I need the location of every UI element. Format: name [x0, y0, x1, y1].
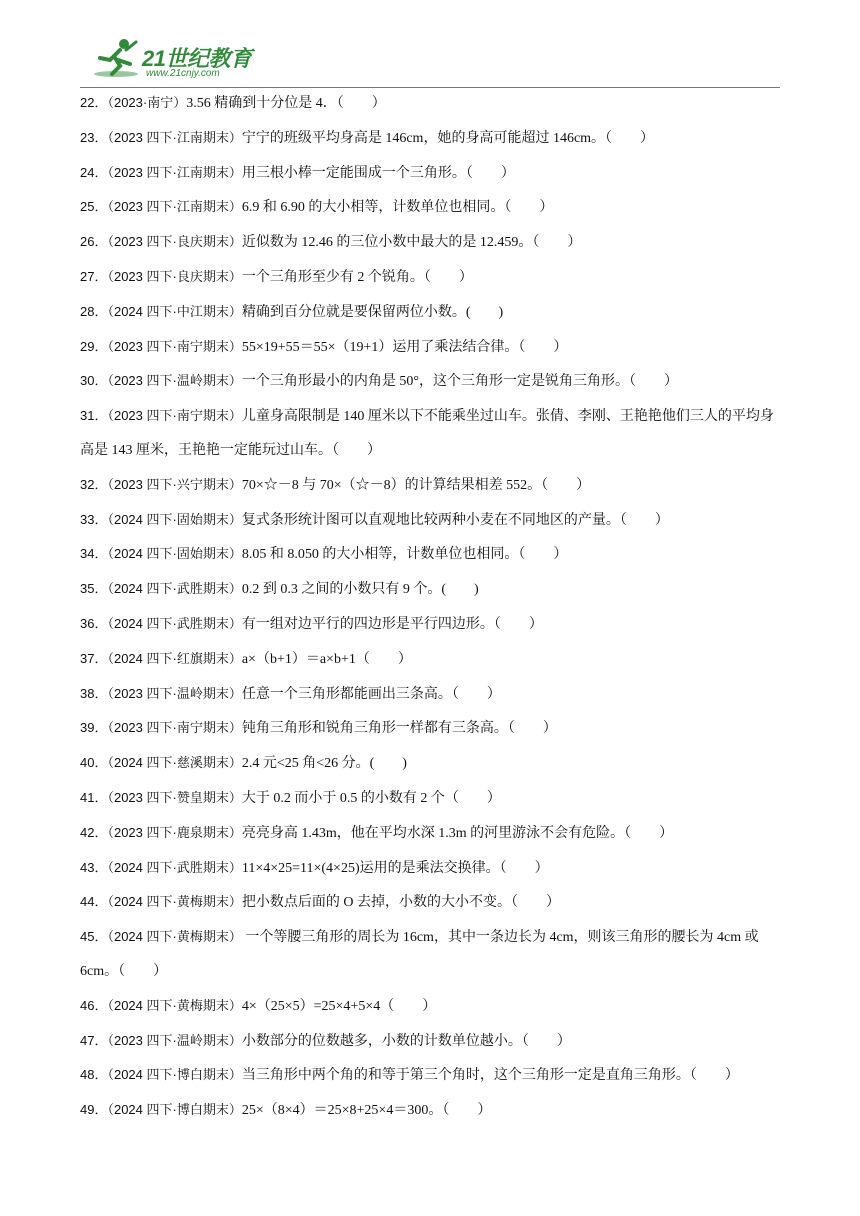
question-item [80, 920, 780, 989]
question-source: （2023 四下·温岭期末） [107, 373, 242, 389]
question-item [80, 746, 780, 781]
question-number: 29． [80, 338, 108, 354]
question-number: 27． [80, 268, 108, 284]
question-source: （2023 四下·江南期末） [107, 129, 242, 145]
question-text: 精确到百分位就是要保留两位小数。( ) [241, 304, 504, 320]
question-source: （2023 四下·南宁期末） [107, 338, 242, 354]
question-item [80, 399, 780, 468]
question-source: （2023·南宁） [107, 95, 187, 110]
question-text: 把小数点后面的 O 去掉，小数的大小不变。（ ） [241, 895, 560, 911]
question-text: 4×（25×5）=25×4+5×4（ ） [241, 998, 437, 1014]
question-text: 25×（8×4）＝25×8+25×4＝300。（ ） [241, 1103, 492, 1119]
question-number: 41． [80, 789, 108, 805]
running-figure-icon [90, 36, 140, 80]
question-text: 儿童身高限制是 140 厘米以下不能乘坐过山车。张倩、李刚、王艳艳他们三人的平均身高是 143 厘米，王艳艳一定能玩过山车。（ ） [80, 409, 774, 458]
question-item [80, 851, 780, 886]
question-source: （2023 四下·江南期末） [107, 199, 242, 215]
question-number: 45． [80, 929, 108, 945]
question-item [80, 537, 780, 572]
question-item [80, 190, 780, 225]
question-number: 36． [80, 615, 108, 631]
question-source: （2024 四下·武胜期末） [107, 581, 242, 597]
question-text: 钝角三角形和锐角三角形一样都有三条高。（ ） [241, 721, 557, 737]
question-number: 49． [80, 1102, 108, 1118]
question-text: 0.2 到 0.3 之间的小数只有 9 个。( ) [241, 582, 479, 598]
question-item [80, 607, 780, 642]
question-number: 33． [80, 511, 108, 527]
question-text: 6.9 和 6.90 的大小相等，计数单位也相同。（ ） [241, 200, 554, 216]
question-number: 47． [80, 1032, 108, 1048]
question-item [80, 330, 780, 365]
question-number: 22． [80, 95, 108, 110]
question-item [80, 121, 780, 156]
question-item [80, 885, 780, 920]
logo-url: www.21cnjy.com [146, 68, 220, 79]
question-source: （2023 四下·温岭期末） [107, 1032, 242, 1048]
question-text: 近似数为 12.46 的三位小数中最大的是 12.459。（ ） [241, 235, 582, 251]
question-text: 亮亮身高 1.43m，他在平均水深 1.3m 的河里游泳不会有危险。（ ） [241, 825, 674, 841]
question-text: 3.56 精确到十分位是 4．（ ） [186, 96, 386, 111]
question-source: （2024 四下·固始期末） [107, 511, 242, 527]
question-number: 48． [80, 1067, 108, 1083]
question-item [80, 260, 780, 295]
question-text: 当三角形中两个角的和等于第三个角时，这个三角形一定是直角三角形。（ ） [241, 1068, 739, 1084]
question-text: 大于 0.2 而小于 0.5 的小数有 2 个（ ） [241, 790, 501, 806]
question-source: （2023 四下·鹿泉期末） [107, 824, 242, 840]
question-number: 35． [80, 581, 108, 597]
question-number: 34． [80, 546, 108, 562]
question-text: 小数部分的位数越多，小数的计数单位越小。（ ） [241, 1033, 571, 1049]
question-number: 39． [80, 720, 108, 736]
question-number: 23． [80, 129, 108, 145]
question-text: 一个三角形至少有 2 个锐角。（ ） [241, 269, 473, 285]
question-item [80, 1093, 780, 1128]
logo-text: 21世纪教育 [142, 46, 252, 71]
question-text: 任意一个三角形都能画出三条高。（ ） [241, 686, 501, 702]
question-source: （2024 四下·武胜期末） [107, 859, 242, 875]
question-text: 11×4×25=11×(4×25)运用的是乘法交换律。（ ） [241, 860, 549, 876]
question-item [80, 364, 780, 399]
question-item [80, 225, 780, 260]
question-number: 25． [80, 199, 108, 215]
question-number: 38． [80, 685, 108, 701]
question-number: 43． [80, 859, 108, 875]
question-text: 一个等腰三角形的周长为 16cm，其中一条边长为 4cm，则该三角形的腰长为 4cm 或 6cm。（ ） [80, 930, 759, 979]
question-item [80, 468, 780, 503]
question-source: （2024 四下·固始期末） [107, 546, 242, 562]
question-source: （2024 四下·博白期末） [107, 1067, 242, 1083]
question-text: 70×☆－8 与 70×（☆－8）的计算结果相差 552。（ ） [241, 477, 591, 493]
question-list [80, 86, 780, 1128]
question-number: 24． [80, 164, 108, 180]
question-number: 30． [80, 373, 108, 389]
question-number: 28． [80, 303, 108, 319]
question-source: （2023 四下·良庆期末） [107, 268, 242, 284]
question-item [80, 781, 780, 816]
question-text: 一个三角形最小的内角是 50°，这个三角形一定是锐角三角形。（ ） [241, 374, 678, 390]
question-source: （2024 四下·中江期末） [107, 303, 242, 319]
question-source: （2024 四下·武胜期末） [107, 615, 242, 631]
question-text: a×（b+1）＝a×b+1（ ） [241, 651, 412, 667]
question-item [80, 711, 780, 746]
question-item [80, 503, 780, 538]
question-item [80, 295, 780, 330]
question-item [80, 816, 780, 851]
question-source: （2023 四下·良庆期末） [107, 234, 242, 250]
question-source: （2023 四下·南宁期末） [107, 720, 242, 736]
question-number: 42． [80, 824, 108, 840]
question-text: 8.05 和 8.050 的大小相等，计数单位也相同。（ ） [241, 547, 568, 563]
question-text: 有一组对边平行的四边形是平行四边形。（ ） [241, 616, 543, 632]
question-number: 26． [80, 234, 108, 250]
page-header [80, 30, 780, 88]
question-text: 2.4 元<25 角<26 分。( ) [241, 756, 407, 772]
question-item [80, 156, 780, 191]
question-text: 复式条形统计图可以直观地比较两种小麦在不同地区的产量。（ ） [241, 512, 669, 528]
question-item [80, 989, 780, 1024]
question-source: （2024 四下·黄梅期末） [107, 929, 242, 945]
question-number: 44． [80, 894, 108, 910]
question-text: 55×19+55＝55×（19+1）运用了乘法结合律。（ ） [241, 339, 568, 355]
question-text: 用三根小棒一定能围成一个三角形。（ ） [241, 165, 515, 181]
question-source: （2024 四下·慈溪期末） [107, 755, 242, 771]
question-source: （2024 四下·博白期末） [107, 1102, 242, 1118]
question-number: 40． [80, 755, 108, 771]
question-item [80, 86, 780, 121]
question-number: 37． [80, 650, 108, 666]
question-source: （2024 四下·黄梅期末） [107, 894, 242, 910]
question-source: （2023 四下·赞皇期末） [107, 789, 242, 805]
question-source: （2023 四下·温岭期末） [107, 685, 242, 701]
question-item [80, 642, 780, 677]
question-number: 31． [80, 408, 108, 424]
question-item [80, 572, 780, 607]
question-item [80, 677, 780, 712]
question-source: （2024 四下·红旗期末） [107, 650, 242, 666]
question-source: （2023 四下·江南期末） [107, 164, 242, 180]
logo [90, 36, 260, 82]
question-number: 32． [80, 476, 108, 492]
question-item [80, 1024, 780, 1059]
question-item [80, 1058, 780, 1093]
question-source: （2023 四下·南宁期末） [107, 408, 242, 424]
question-text: 宁宁的班级平均身高是 146cm，她的身高可能超过 146cm。（ ） [241, 130, 655, 146]
question-source: （2023 四下·兴宁期末） [107, 476, 242, 492]
question-source: （2024 四下·黄梅期末） [107, 997, 242, 1013]
question-number: 46． [80, 997, 108, 1013]
